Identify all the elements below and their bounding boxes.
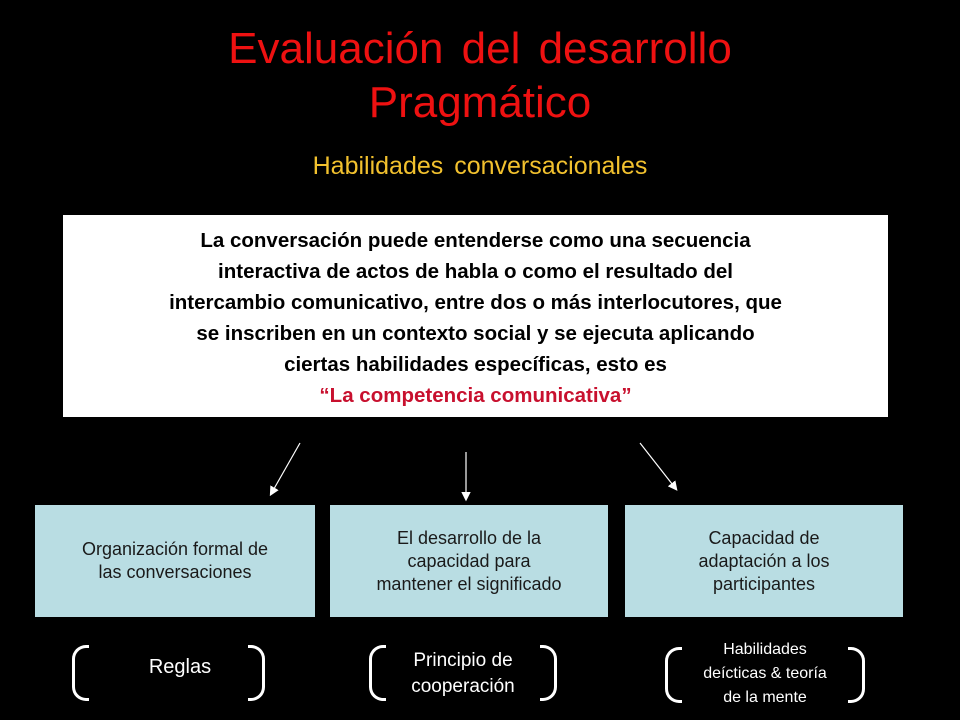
left-bracket <box>369 645 386 701</box>
branch-line: participantes <box>712 573 816 594</box>
sub-item-habilidades: Habilidades deícticas & teoría de la mente <box>703 641 827 706</box>
definition-line: se inscriben en un contexto social y se ejecuta aplicando <box>196 322 755 345</box>
branch-line: Organización formal de <box>81 539 269 559</box>
branch-line: adaptación a los <box>698 550 830 571</box>
page-title <box>0 22 960 130</box>
branch-line: Capacidad de <box>708 527 820 548</box>
left-bracket <box>72 645 89 701</box>
arrow-right <box>640 443 676 489</box>
definition-line: ciertas habilidades específicas, esto es <box>284 353 667 376</box>
sub-item-cooperacion: Principio de cooperación <box>411 650 515 697</box>
branch-line: capacidad para <box>407 550 531 571</box>
definition-line: interactiva de actos de habla o como el resultado del <box>218 260 733 283</box>
branch-box-formal-organization <box>35 505 315 617</box>
right-bracket <box>248 645 265 701</box>
branch-box-meaning <box>330 505 608 617</box>
title-line-2: Pragmático <box>368 78 592 127</box>
definition-line: intercambio comunicativo, entre dos o más interlocutores, que <box>169 291 782 314</box>
page-subtitle: Habilidades conversacionales <box>312 152 648 180</box>
arrow-left <box>271 443 300 494</box>
definition-box <box>63 215 888 417</box>
sub-item-reglas: Reglas <box>148 656 212 678</box>
title-line-1: Evaluación del desarrollo <box>228 24 732 73</box>
right-bracket <box>848 647 865 703</box>
branch-line: El desarrollo de la <box>396 527 542 548</box>
definition-emphasis: “La competencia comunicativa” <box>319 384 632 407</box>
definition-line: La conversación puede entenderse como una secuencia <box>200 229 751 252</box>
branch-box-adaptation <box>625 505 903 617</box>
branch-line: las conversaciones <box>98 562 252 582</box>
right-bracket <box>540 645 557 701</box>
branch-line: mantener el significado <box>376 573 562 594</box>
